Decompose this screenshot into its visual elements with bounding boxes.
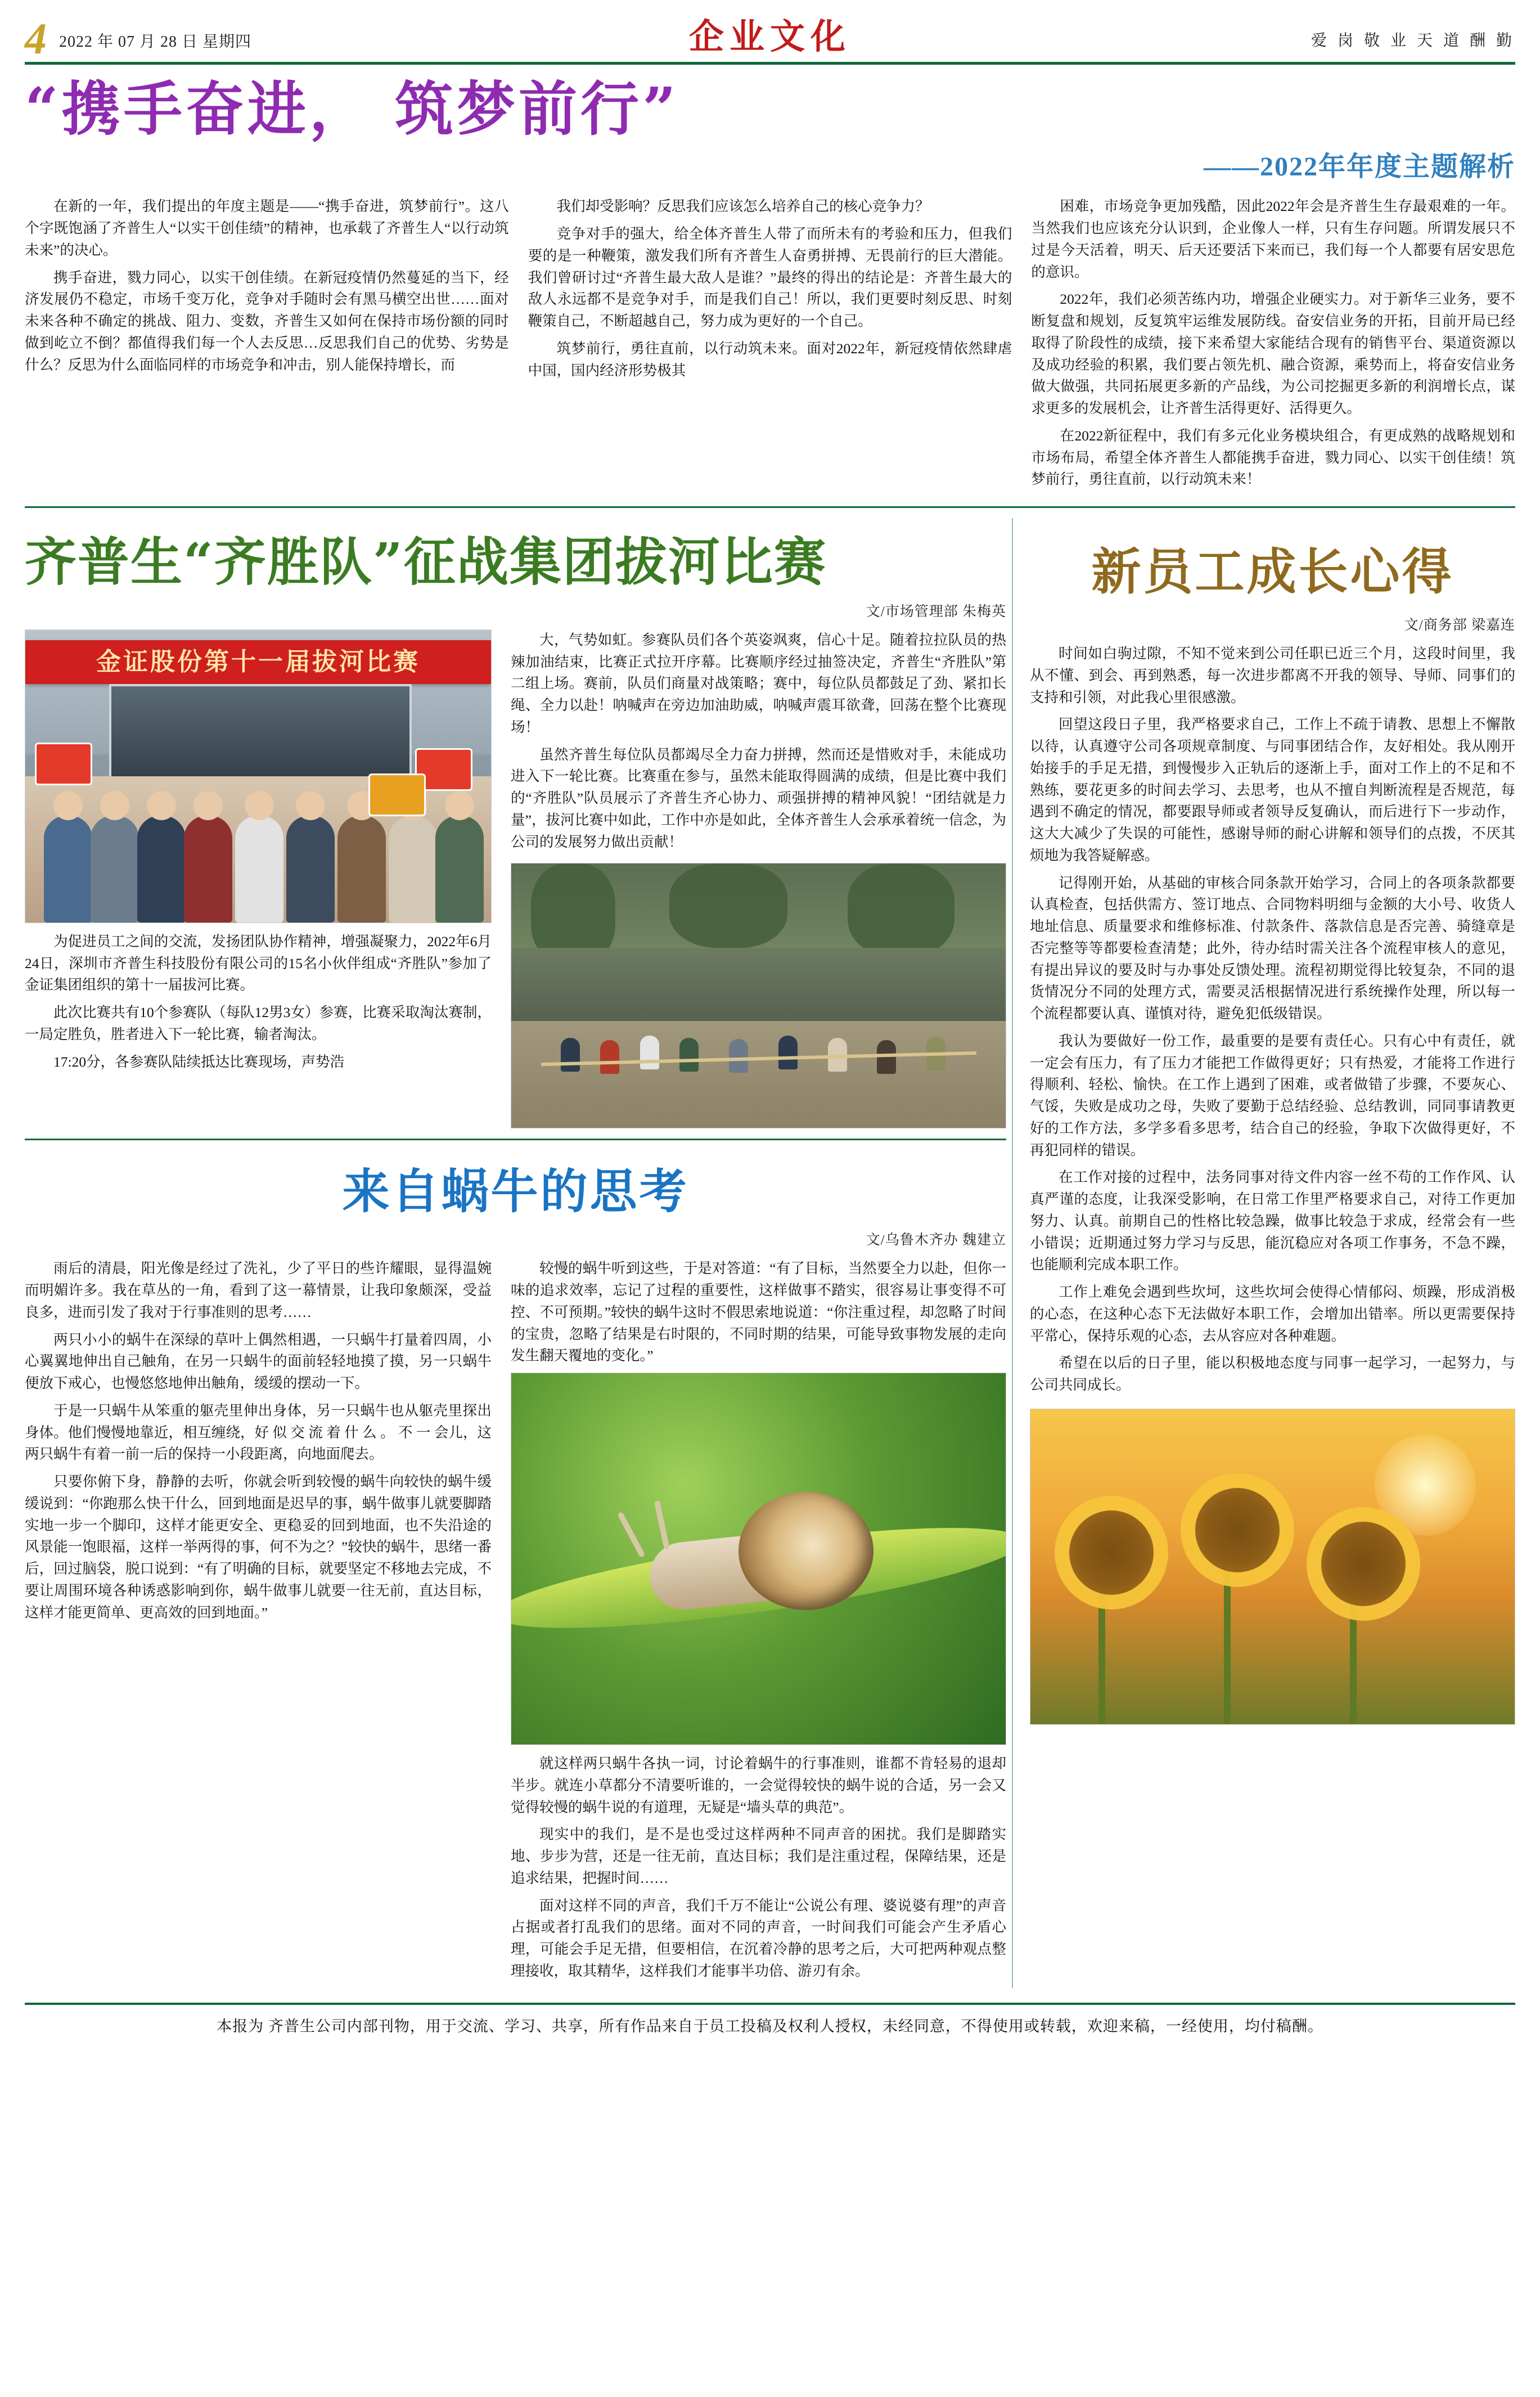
paragraph: 希望在以后的日子里，能以积极地态度与同事一起学习，一起努力，与公司共同成长。 (1030, 1355, 1515, 1393)
person-head (245, 791, 274, 820)
paragraph: 大，气势如虹。参赛队员们各个英姿飒爽，信心十足。随着拉拉队员的热辣加油结束，比赛正式拉开序幕。比赛顺序经过抽签决定，齐普生“齐胜队”第二组上场。赛前，队员们商量对战策略；赛中，每位队员都鼓足了劲、紧扣长绳、全力以赴！呐喊声在旁边加油助威，呐喊声震耳欲聋，回荡在整个比赛现场！ (511, 631, 1006, 735)
player-figure (679, 1038, 699, 1072)
person-figure (91, 816, 139, 923)
snail-antenna (617, 1512, 645, 1558)
photo-opening-ceremony (25, 629, 492, 923)
person-figure (435, 816, 484, 923)
article2-col1 (25, 629, 492, 1129)
person-head (147, 791, 176, 820)
cheer-sign (368, 773, 426, 816)
article4-col1 (25, 1258, 492, 1987)
player-figure (778, 1036, 798, 1069)
article3-byline: 文/商务部 梁嘉连 (1404, 618, 1515, 633)
paragraph: 较慢的蜗牛听到这些，于是对答道：“有了目标，当然要全力以赴，但你一味的追求效率，忘记了过程的重要性，这样做事不踏实，很容易让事变得不可控、不可预期。”较快的蜗牛这时不假思索地说道：“你注重过程，却忽略了时间的宝贵，忽略了结果是右时限的，不同时期的结果，可能导致事物发展的走向发生翻天覆地的变化。” (511, 1260, 1006, 1364)
paragraph: 工作上难免会遇到些坎坷，这些坎坷会使得心情郁闷、烦躁，形成消极的心态，在这种心态下无法做好本职工作，会增加出错率。所以更需要保持平常心，保持乐观的心态，去从容应对各种难题。 (1030, 1284, 1515, 1344)
person-figure (184, 816, 232, 923)
publication-date: 2022 年 07 月 28 日 星期四 (59, 33, 252, 51)
player-figure (640, 1036, 659, 1069)
article2-col2 (511, 629, 1006, 1129)
article4-byline: 文/乌鲁木齐办 魏建立 (866, 1233, 1006, 1248)
paragraph: 携手奋进，戮力同心，以实干创佳绩。在新冠疫情仍然蔓延的当下，经济发展仍不稳定，市场千变万化，竞争对手随时会有黑马横空出世……面对未来各种不确定的挑战、阻力、变数，齐普生又如何在保持市场份额的同时做到屹立不倒？都值得我们每一个人去反思…反思我们自己的优势、劣势是什么？反思为什么面临同样的市场竞争和冲击，别人能保持增长，而 (25, 269, 509, 373)
paragraph: 于是一只蜗牛从笨重的躯壳里伸出身体，另一只蜗牛也从躯壳里探出身体。他们慢慢地靠近，相互缠绕，好 似 交 流 着 什 么 。 不 一 会儿，这两只蜗牛有着一前一后的保持一小段距离，向地面爬去。 (25, 1402, 492, 1463)
cheer-sign (35, 743, 92, 785)
paragraph: 竞争对手的强大，给全体齐普生人带了而所未有的考验和压力，但我们要的是一种鞭策，激发我们所有齐普生人奋勇拼搏、无畏前行的巨大潜能。我们曾研讨过“齐普生最大敌人是谁？”最终的得出的结论是：齐普生最大的敌人永远都不是竞争对手，而是我们自己！所以，我们更要时刻反思、时刻鞭策自己，不断超越自己，努力成为更好的一个自己。 (528, 226, 1012, 330)
article-new-employee (1013, 518, 1515, 1988)
person-figure (137, 816, 186, 923)
footer-notice: 本报为 齐普生公司内部刊物，用于交流、学习、共享，所有作品来自于员工投稿及权利人授权，未经同意，不得使用或转载，欢迎来稿，一经使用，均付稿酬。 (25, 2003, 1515, 2048)
photo-snail (511, 1373, 1006, 1745)
section-divider (25, 506, 1515, 508)
paragraph: 2022年，我们必须苦练内功，增强企业硬实力。对于新华三业务，要不断复盘和规划，反复筑牢运维发展防线。奋安信业务的开拓，目前开局已经取得了阶段性的成绩，接下来希望大家能结合现有的销售平台、渠道资源以及成功经验的积累，我们要占领先机、融合资源，乘势而上，将奋安信业务做大做强，共同拓展更多新的产品线，为公司挖掘更多新的利润增长点，谋求更多的发展机会，让齐普生活得更好、活得更久。 (1031, 291, 1516, 417)
sunflower-head (1195, 1488, 1280, 1572)
article-snail-reflection (25, 1154, 1006, 1987)
masthead (25, 14, 1515, 65)
paragraph: 在工作对接的过程中，法务同事对待文件内容一丝不苟的工作作风、认真严谨的态度，让我深受影响，在日常工作里严格要求自己，对待工作更加努力、认真。前期自己的性格比较急躁，做事比较急于求成，经常会有一些小错误；近期通过努力学习与反思，能沉稳应对各项工作事务，不急不躁，也能顺利完成本职工作。 (1030, 1169, 1515, 1273)
photo-sunflowers (1030, 1409, 1515, 1725)
person-head (445, 791, 474, 820)
sun-glow (1375, 1434, 1476, 1536)
article4-col2 (511, 1258, 1006, 1987)
paragraph: 虽然齐普生每位队员都竭尽全力奋力拼搏，然而还是惜败对手，未能成功进入下一轮比赛。比赛重在参与，虽然未能取得圆满的成绩，但是比赛中我们的“齐胜队”队员展示了齐普生齐心协力、顽强拼搏的精神风貌！“团结就是力量”，拔河比赛中如此，工作中亦是如此，全体齐普生人会承承着统一信念，为公司的发展努力做出贡献！ (511, 746, 1006, 850)
paragraph: 两只小小的蜗牛在深绿的草叶上偶然相遇，一只蜗牛打量着四周，小心翼翼地伸出自己触角，在另一只蜗牛的面前轻轻地摸了摸，另一只蜗牛便放下戒心，也慢悠悠地伸出触角，缓缓的摆动一下。 (25, 1331, 492, 1392)
player-figure (877, 1040, 896, 1074)
paragraph: 回望这段日子里，我严格要求自己，工作上不疏于请教、思想上不懈散以待，认真遵守公司各项规章制度、与同事团结合作，友好相处。我从刚开始接手的手足无措，到慢慢步入正轨后的逐渐上手，面对工作上的不足和不熟练，要花更多的时间去学习、去思考，也从不擅自判断流程是否规范，每遇到不确定的情况，都要跟导师或者领导反复确认，而后进行下一步动作，这大大减少了失误的可能性，感谢导师的耐心讲解和领导们的点拨，不厌其烦地为我答疑解惑。 (1030, 716, 1515, 864)
left-column-group (25, 518, 1006, 1988)
paragraph: 在新的一年，我们提出的年度主题是——“携手奋进，筑梦前行”。这八个字既饱涵了齐普生人“以实干创佳绩”的精神，也承载了齐普生人“以行动筑未来”的决心。 (25, 198, 509, 258)
photo-banner-caption: 金证股份第十一届拔河比赛 (25, 640, 491, 684)
player-figure (561, 1038, 580, 1072)
paragraph: 现实中的我们，是不是也受过这样两种不同声音的困扰。我们是脚踏实地、步步为营，还是一往无前，直达目标；我们是注重过程，保障结果，还是追求结果，把握时间…… (511, 1826, 1006, 1886)
person-figure (337, 816, 386, 923)
paragraph: 记得刚开始，从基础的审核合同条款开始学习，合同上的各项条款都要认真检查，包括供需方、签订地点、合同物料明细与金额的大小号、收货人地址信息、质量要求和维修标准、付款条件、落款信息是否完善、骑缝章是否完整等等都要检查清楚；此外，待办结时需关注各个流程审核人的意见，有提出异议的要及时与办事处反馈处理。流程初期觉得比较复杂，不同的退货情况分不同的处理方式，需要灵活根据情况进行系统操作处理，所以每一个流程都要认真、谨慎对待，避免犯低级错误。 (1030, 874, 1515, 1022)
article3-title: 新员工成长心得 (1091, 542, 1454, 601)
article1-col2 (528, 196, 1012, 496)
masthead-left (25, 14, 517, 63)
person-head (100, 791, 129, 820)
player-figure (729, 1039, 748, 1073)
article1-subtitle: ——2022年年度主题解析 (1203, 152, 1515, 182)
person-figure (286, 816, 335, 923)
paragraph: 只要你俯下身，静静的去听，你就会听到较慢的蜗牛向较快的蜗牛缓缓说到：“你跑那么快干什么，回到地面是迟早的事，蜗牛做事儿就要脚踏实地一步一个脚印，这样才能更安全、更稳妥的回到地面，也不失沿途的风景能一饱眼福，这样一举两得的事，何不为之？”较快的蜗牛，思绪一番后，回过脑袋，脱口说到：“有了明确的目标，就要坚定不移地去完成，不要让周围环境各种诱惑影响到你，蜗牛做事儿就要一往无前，直达目标，这样才能更简单、更高效的回到地面。” (25, 1473, 492, 1621)
person-head (193, 791, 223, 820)
paragraph: 此次比赛共有10个参赛队（每队12男3女）参赛，比赛采取淘汰赛制，一局定胜负，胜者进入下一轮比赛，输者淘汰。 (25, 1004, 492, 1042)
paragraph: 17:20分，各参赛队陆续抵达比赛现场，声势浩 (53, 1053, 345, 1070)
sunflower-head (1321, 1522, 1406, 1606)
article2-byline: 文/市场管理部 朱梅英 (866, 604, 1006, 619)
article-tug-of-war (25, 533, 1006, 1128)
masthead-slogan: 爱 岗 敬 业 天 道 酬 勤 (1311, 32, 1515, 50)
photo-tug-of-war-match (511, 863, 1006, 1128)
article1-columns (25, 196, 1515, 496)
tree-shape (848, 864, 954, 956)
paragraph: 就这样两只蜗牛各执一词，讨论着蜗牛的行事准则，谁都不肯轻易的退却半步。就连小草都分不清要听谁的，一会觉得较快的蜗牛说的合适，另一会又觉得较慢的蜗牛说的有道理，无疑是“墙头草的典范”。 (511, 1755, 1006, 1815)
article2-title: 齐普生“齐胜队”征战集团拔河比赛 (25, 532, 827, 593)
article1-col1 (25, 196, 509, 496)
article1-col3 (1031, 196, 1515, 496)
paragraph: 我认为要做好一份工作，最重要的是要有责任心。只有心中有责任，就一定会有压力，有了压力才能把工作做得更好；只有热爱，才能将工作进行得顺利、轻松、愉快。在工作上遇到了困难，或者做错了步骤，不要灰心、气馁，失败是成功之母，失败了要勤于总结经验、总结教训，同同事请教更好的工作方法，多学多看多思考，结合自己的经验，争取下次做得更好，不再犯同样的错误。 (1030, 1032, 1515, 1158)
paragraph: 困难，市场竞争更加残酷，因此2022年会是齐普生生存最艰难的一年。当然我们也应该充分认识到，企业像人一样，只有生存问题。所谓发展只不过是今天活着，明天、后天还要活下来而已，我们每一个人都要有居安思危的意识。 (1031, 198, 1516, 280)
person-head (296, 791, 325, 820)
paragraph: 时间如白驹过隙，不知不觉来到公司任职已近三个月，这段时间里，我从不懂、到会、再到熟悉，每一次进步都离不开我的领导、导师、同事们的支持和引领，对此我心里很感激。 (1030, 645, 1515, 705)
paragraph: 为促进员工之间的交流，发扬团队协作精神，增强凝聚力，2022年6月24日，深圳市齐普生科技股份有限公司的15名小伙伴组成“齐胜队”参加了金证集团组织的第十一届拔河比赛。 (25, 933, 492, 993)
sunflower-head (1069, 1510, 1154, 1595)
snail-antenna (654, 1500, 670, 1549)
page-number: 4 (25, 14, 47, 63)
paragraph: 面对这样不同的声音，我们千万不能让“公说公有理、婆说婆有理”的声音占据或者打乱我们的思绪。面对不同的声音，一时间我们可能会产生矛盾心理，可能会手足无措，但要相信，在沉着冷静的思考之后，大可把两种观点整理接收，取其精华，这样我们才能事半功倍、游刃有余。 (511, 1897, 1006, 1979)
paragraph: 在2022新征程中，我们有多元化业务模块组合，有更成熟的战略规划和市场布局，希望全体齐普生人都能携手奋进，戮力同心、以实干创佳绩！筑梦前行，勇往直前，以行动筑未来！ (1031, 427, 1516, 488)
paragraph: 筑梦前行，勇往直前，以行动筑未来。面对2022年，新冠疫情依然肆虐中国，国内经济形势极其 (528, 340, 1012, 379)
person-figure (389, 816, 437, 923)
article4-title: 来自蜗牛的思考 (342, 1163, 689, 1220)
paragraph: 我们却受影响？反思我们应该怎么培养自己的核心竞争力？ (556, 198, 930, 215)
section-divider (25, 1139, 1006, 1140)
paragraph: 雨后的清晨，阳光像是经过了洗礼，少了平日的些许耀眼，显得温婉而明媚许多。我在草丛的一角，看到了这一幕情景，让我印象颇深，受益良多，进而引发了我对于行事准则的思考…… (25, 1260, 492, 1320)
player-figure (600, 1040, 619, 1074)
spectator-crowd (511, 948, 1006, 1021)
snail-shell (739, 1492, 873, 1610)
person-figure (44, 816, 92, 923)
section-title: 企业文化 (688, 16, 851, 57)
article-annual-theme (25, 74, 1516, 496)
article1-title: “携手奋进， 筑梦前行” (25, 74, 679, 143)
person-figure (235, 816, 283, 923)
tree-shape (669, 864, 787, 948)
lower-section (25, 518, 1515, 1988)
person-head (53, 791, 83, 820)
